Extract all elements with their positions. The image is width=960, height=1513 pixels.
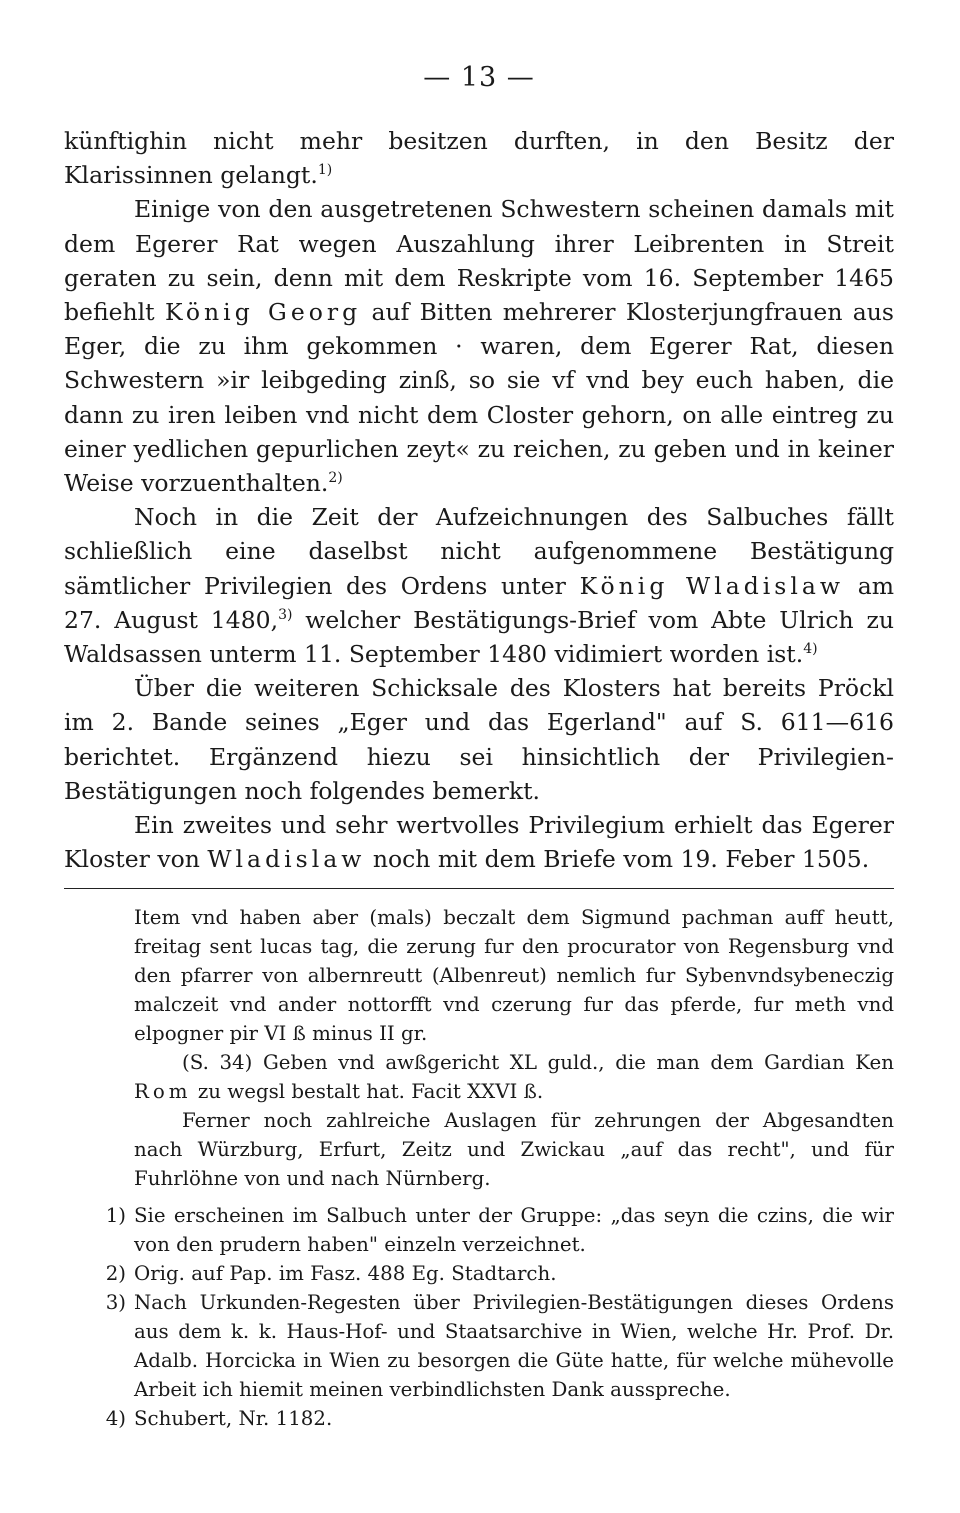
- footnote-divider: [64, 888, 894, 889]
- footnote-number: 4): [105, 1407, 126, 1431]
- footnotes: [64, 1201, 894, 1433]
- quote-paragraph-2: [134, 1048, 894, 1106]
- paragraph-1: [64, 124, 894, 192]
- quote-paragraph-2-text-b: zu wegsl bestalt hat. Facit XXVI ß.: [197, 1080, 544, 1104]
- footnote-ref-2: 2): [328, 470, 343, 487]
- footnote-number: 1): [105, 1204, 126, 1228]
- name-rom: Rom: [134, 1080, 192, 1104]
- quoted-source: [64, 903, 894, 1193]
- footnote-ref-3: 3): [278, 607, 293, 624]
- footnote-text: Sie erscheinen im Salbuch unter der Gruppe: „das seyn die czins, die wir von den prudern haben" einzeln verzeichnet.: [134, 1204, 894, 1257]
- paragraph-1-text: künftighin nicht mehr besitzen durften, in den Besitz der Klarissinnen gelangt.: [64, 127, 894, 190]
- paragraph-5: [64, 808, 894, 876]
- paragraph-4: Über die weiteren Schicksale des Klosters hat bereits Pröckl im 2. Bande seines „Eger und das Egerland" auf S. 611—616 berichtet. Ergänzend hiezu sei hinsichtlich der Privilegien-Bestätigungen noch folgendes bemerkt.: [64, 674, 894, 805]
- footnote-text: Schubert, Nr. 1182.: [134, 1407, 333, 1431]
- quote-paragraph-2-text-a: (S. 34) Geben vnd awßgericht XL guld., die man dem Gardian Ken: [182, 1051, 894, 1075]
- paragraph-3: [64, 500, 894, 671]
- name-koenig-wladislaw: König Wladislaw: [579, 571, 844, 600]
- footnote-text: Orig. auf Pap. im Fasz. 488 Eg. Stadtarch.: [134, 1262, 557, 1286]
- paragraph-3-text-a: Noch in die Zeit der Aufzeichnungen des Salbuches fällt schließlich eine daselbst nicht aufgenommene Bestätigung sämtlicher Privilegien des Ordens unter: [64, 503, 894, 600]
- quote-paragraph-3: Ferner noch zahlreiche Auslagen für zehrungen der Abgesandten nach Würzburg, Erfurt, Zeitz und Zwickau „auf das recht", und für Fuhrlöhne von und nach Nürnberg.: [134, 1109, 894, 1191]
- paragraph-2-text-b: auf Bitten mehrerer Klosterjungfrauen aus Eger, die zu ihm gekommen · waren, dem Egerer Rat, diesen Schwestern »ir leibgeding zinß, so sie vf vnd bey euch haben, die dann zu iren leiben vnd nicht dem Closter gehorn, on alle eintreg zu einer yedlichen gepurlichen zeyt« zu reichen, zu geben und in keiner Weise vorzuenthalten.: [64, 298, 894, 498]
- paragraph-3-text-c: welcher Bestätigungs-Brief vom Abte Ulrich zu Waldsassen unterm 11. September 1480 vidimiert worden ist.: [64, 605, 894, 669]
- name-koenig-georg: König Georg: [164, 298, 362, 327]
- paragraph-5-text-a: Ein zweites und sehr wertvolles Privilegium erhielt das Egerer Kloster von: [64, 811, 894, 874]
- footnote-ref-4: 4): [803, 641, 818, 658]
- footnote-number: 2): [105, 1262, 126, 1286]
- page: [64, 58, 894, 1433]
- footnote-text: Nach Urkunden-Regesten über Privilegien-Bestätigungen dieses Ordens aus dem k. k. Haus-Hof- und Staatsarchive in Wien, welche Hr. Prof. Dr. Adalb. Horcicka in Wien zu besorgen die Güte hatte, für welche mühevolle Arbeit ich hiemit meinen verbindlichsten Dank ausspreche.: [134, 1291, 894, 1402]
- footnote-4: [64, 1404, 894, 1433]
- footnote-ref-1: 1): [317, 162, 333, 179]
- footnote-2: [64, 1259, 894, 1288]
- quote-paragraph-1: Item vnd haben aber (mals) beczalt dem Sigmund pachman auff heutt, freitag sent lucas tag, die zerung fur den procurator von Regensburg vnd den pfarrer von albernreutt (Albenreut) nemlich fur Sybenvndsybeneczig malczeit vnd ander nottorfft vnd czerung fur das pferde, fur meth vnd elpogner pir VI ß minus II gr.: [134, 906, 894, 1046]
- paragraph-2-text-a: Einige von den ausgetretenen Schwestern scheinen damals mit dem Egerer Rat wegen Auszahlung ihrer Leibrenten in Streit geraten zu sein, denn mit dem Reskripte vom 16. September 1465 befiehlt: [64, 195, 894, 327]
- paragraph-5-text-b: noch mit dem Briefe vom 19. Feber 1505.: [372, 845, 870, 874]
- main-text: [64, 124, 894, 876]
- page-number: — 13 —: [423, 62, 535, 93]
- footnote-1: [64, 1201, 894, 1259]
- footnote-3: [64, 1288, 894, 1404]
- footnote-number: 3): [105, 1291, 126, 1315]
- name-wladislaw: Wladislaw: [207, 845, 366, 874]
- paragraph-3-text-b: am 27. August 1480,: [64, 571, 894, 634]
- paragraph-2: [64, 192, 894, 500]
